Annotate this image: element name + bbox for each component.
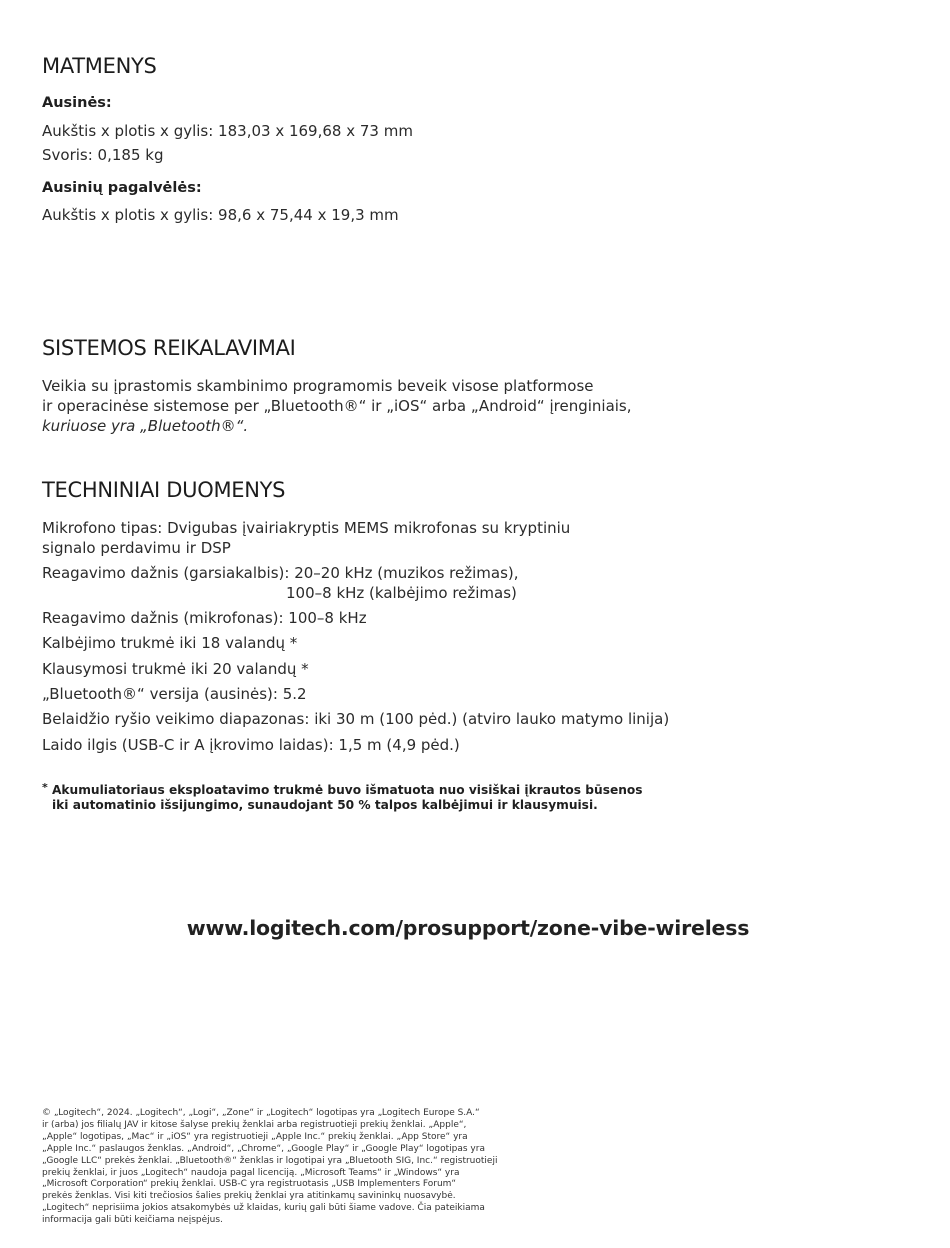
tech-heading: TECHNINIAI DUOMENYS	[42, 478, 286, 502]
freq-speaker-voice: 100–8 kHz (kalbėjimo režimas)	[286, 584, 517, 602]
legal-line: informacija gali būti keičiama neįspėjus.	[42, 1215, 223, 1226]
system-line-3: kuriuose yra „Bluetooth®“.	[42, 417, 249, 435]
system-line-2: ir operacinėse sistemose per „Bluetooth®“ ir „iOS“ arba „Android“ įrenginiais,	[42, 397, 632, 415]
legal-line: prekių ženklai, ir juos „Logitech“ naudoja pagal licenciją. „Microsoft Teams“ ir „Windows“ yra	[42, 1167, 460, 1178]
talk-time: Kalbėjimo trukmė iki 18 valandų *	[42, 634, 298, 652]
mic-type-line-2: signalo perdavimu ir DSP	[42, 539, 231, 557]
bluetooth-version: „Bluetooth®“ versija (ausinės): 5.2	[42, 685, 307, 703]
mic-type-line-1: Mikrofono tipas: Dvigubas įvairiakryptis MEMS mikrofonas su kryptiniu	[42, 519, 571, 537]
legal-line: prekės ženklas. Visi kiti trečiosios šalies prekių ženklai yra atitinkamų savininkų nuosavybė.	[42, 1191, 456, 1202]
headphones-label: Ausinės:	[42, 95, 112, 111]
footnote-line-2: iki automatinio išsijungimo, sunaudojant 50 % talpos kalbėjimui ir klausymuisi.	[52, 798, 598, 812]
system-heading: SISTEMOS REIKALAVIMAI	[42, 336, 296, 360]
legal-line: „Apple Inc.“ paslaugos ženklas. „Android“, „Chrome“, „Google Play“ ir „Google Play“ logotipas yra	[42, 1143, 485, 1154]
support-url[interactable]: www.logitech.com/prosupport/zone-vibe-wireless	[186, 916, 750, 940]
legal-line: ir (arba) jos filialų JAV ir kitose šalyse prekių ženklai arba registruotieji prekių ženklai. „Apple“,	[42, 1119, 467, 1130]
footnote-marker: *	[42, 781, 48, 794]
legal-line: „Microsoft Corporation“ prekių ženklai. USB-C yra registruotasis „USB Implementers Forum“	[42, 1179, 457, 1190]
freq-speaker-line-1: Reagavimo dažnis (garsiakalbis): 20–20 kHz (muzikos režimas),	[42, 564, 519, 582]
pads-size: Aukštis x plotis x gylis: 98,6 x 75,44 x 19,3 mm	[42, 206, 399, 224]
legal-line: © „Logitech“, 2024. „Logitech“, „Logi“, „Zone“ ir „Logitech“ logotipas yra „Logitech Europe S.A.“	[42, 1108, 480, 1118]
legal-line: „Google LLC“ prekės ženklai. „Bluetooth®“ ženklas ir logotipai yra „Bluetooth SIG, Inc.“ registruotieji	[42, 1155, 498, 1166]
dimensions-heading: MATMENYS	[42, 54, 157, 78]
cable-length: Laido ilgis (USB-C ir A įkrovimo laidas): 1,5 m (4,9 pėd.)	[42, 736, 460, 754]
battery-footnote	[42, 783, 643, 813]
legal-notice	[42, 1108, 498, 1227]
freq-mic: Reagavimo dažnis (mikrofonas): 100–8 kHz	[42, 609, 367, 627]
footnote-line-1: Akumuliatoriaus eksploatavimo trukmė buvo išmatuota nuo visiškai įkrautos būsenos	[52, 783, 643, 797]
headphones-size: Aukštis x plotis x gylis: 183,03 x 169,68 x 73 mm	[42, 122, 413, 140]
system-line-1: Veikia su įprastomis skambinimo programomis beveik visose platformose	[42, 377, 594, 395]
pads-label: Ausinių pagalvėlės:	[42, 180, 202, 196]
legal-line: „Apple“ logotipas, „Mac“ ir „iOS“ yra registruotieji „Apple Inc.“ prekių ženklai. „App Store“ yra	[42, 1131, 468, 1142]
freq-speaker-line-2	[42, 583, 517, 603]
wireless-range: Belaidžio ryšio veikimo diapazonas: iki 30 m (100 pėd.) (atviro lauko matymo linija)	[42, 710, 670, 728]
listen-time: Klausymosi trukmė iki 20 valandų *	[42, 660, 309, 678]
legal-line: „Logitech“ neprisiima jokios atsakomybės už klaidas, kurių gali būti šiame vadove. Čia pateikiama	[42, 1203, 485, 1214]
headphones-weight: Svoris: 0,185 kg	[42, 146, 164, 164]
